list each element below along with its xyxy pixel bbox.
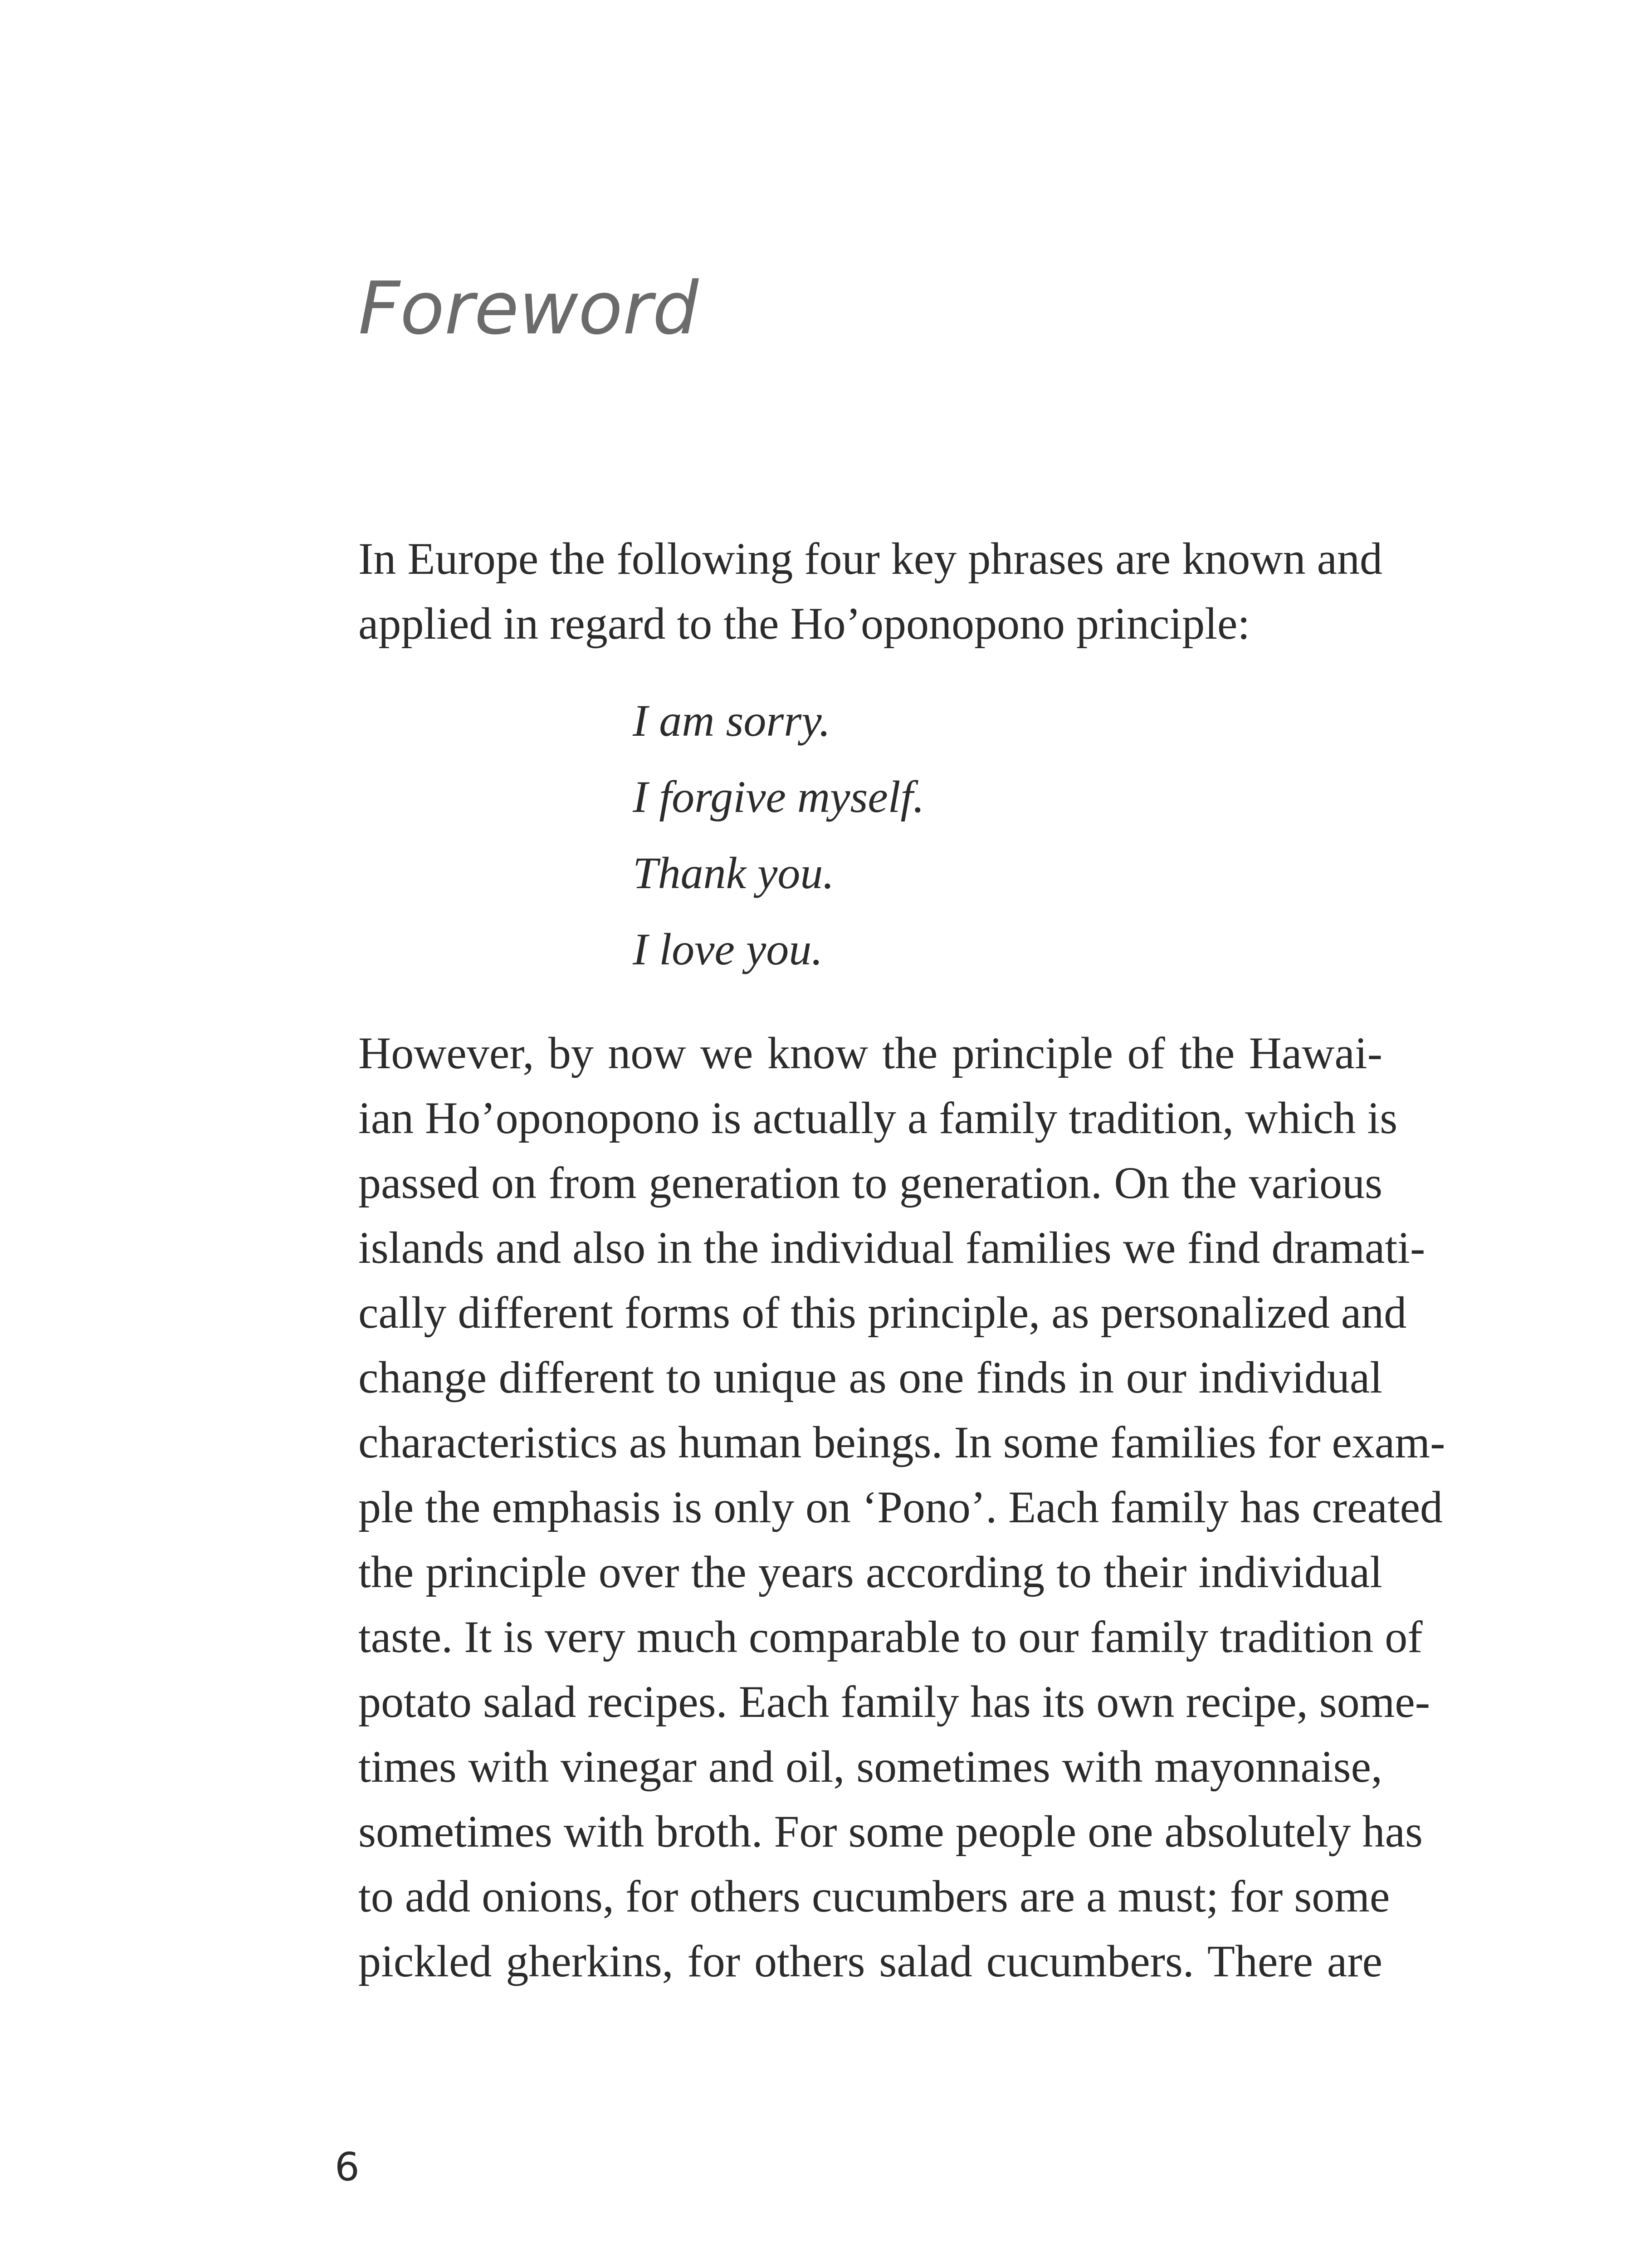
body-line: islands and also in the individual families we find dramati- [358,1222,1425,1273]
body-line: ple the emphasis is only on ‘Pono’. Each family has created [358,1482,1443,1532]
intro-paragraph [358,526,1382,656]
body-line: passed on from generation to generation. On the various [358,1158,1382,1208]
body-line: characteristics as human beings. In some families for exam- [358,1417,1445,1467]
key-phrase: I am sorry. [633,695,831,746]
key-phrase: I forgive myself. [633,772,925,822]
body-line: to add onions, for others cucumbers are a must; for some [358,1871,1390,1921]
key-phrase: Thank you. [633,848,835,898]
body-line: pickled gherkins, for others salad cucumbers. There are [358,1936,1382,1986]
body-line: ian Ho’oponopono is actually a family tradition, which is [358,1093,1398,1143]
body-line: potato salad recipes. Each family has its own recipe, some- [358,1677,1430,1727]
body-line: sometimes with broth. For some people one absolutely has [358,1806,1423,1857]
key-phrases-list [633,683,924,987]
body-line: change different to unique as one finds in our individual [358,1352,1382,1403]
body-line: However, by now we know the principle of the Hawai- [358,1028,1382,1078]
chapter-heading: Foreword [358,266,699,351]
body-line: taste. It is very much comparable to our family tradition of [358,1612,1423,1662]
body-line: the principle over the years according to their individual [358,1547,1382,1597]
body-line: times with vinegar and oil, sometimes with mayonnaise, [358,1741,1382,1792]
intro-line: In Europe the following four key phrases are known and [358,533,1382,584]
body-line: cally different forms of this principle, as personalized and [358,1287,1407,1338]
key-phrase: I love you. [633,924,823,974]
body-paragraph [358,1021,1445,1994]
intro-line: applied in regard to the Ho’oponopono principle: [358,598,1250,649]
page-number: 6 [335,2145,360,2190]
